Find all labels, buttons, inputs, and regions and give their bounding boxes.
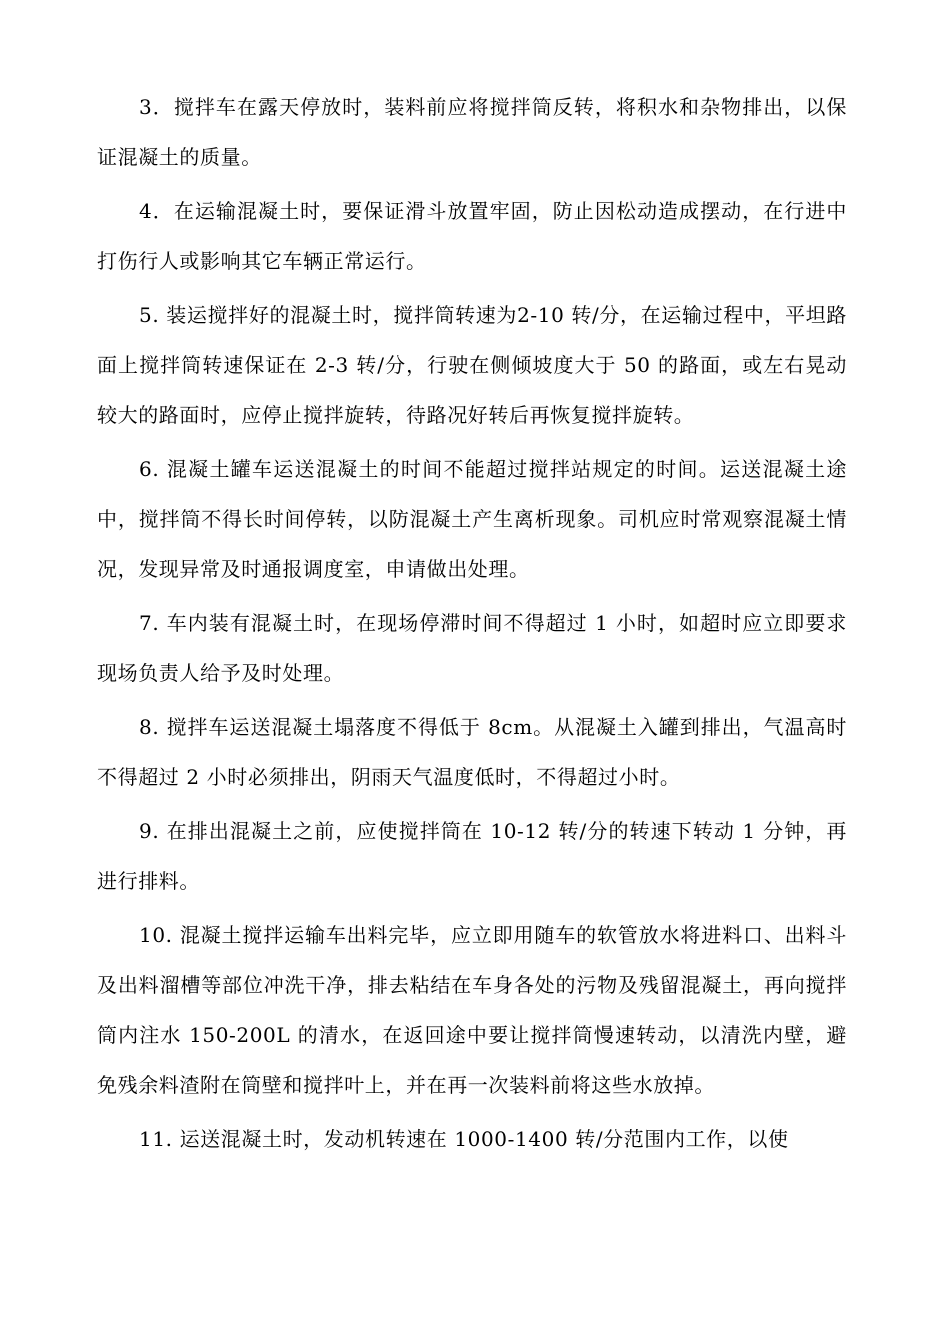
paragraph-item-11: 11. 运送混凝土时，发动机转速在 1000-1400 转/分范围内工作，以使 — [139, 1127, 789, 1151]
paragraph-item-7: 7. 车内装有混凝土时，在现场停滞时间不得超过 1 小时，如超时应立即要求现场负责人给予及时处理。 — [97, 611, 847, 685]
document-body — [97, 82, 847, 1168]
paragraph-item-8: 8. 搅拌车运送混凝土塌落度不得低于 8cm。从混凝土入罐到排出，气温高时不得超过 2 小时必须排出，阴雨天气温度低时，不得超过小时。 — [97, 715, 847, 789]
paragraph-item-3: 3．搅拌车在露天停放时，装料前应将搅拌筒反转，将积水和杂物排出，以保证混凝土的质量。 — [97, 95, 847, 169]
paragraph-item-5: 5. 装运搅拌好的混凝土时，搅拌筒转速为2-10 转/分，在运输过程中，平坦路面上搅拌筒转速保证在 2-3 转/分，行驶在侧倾坡度大于 50 的路面，或左右晃动较大的路面时，应停止搅拌旋转，待路况好转后再恢复搅拌旋转。 — [97, 303, 847, 427]
paragraph-item-4: 4．在运输混凝土时，要保证滑斗放置牢固，防止因松动造成摆动，在行进中打伤行人或影响其它车辆正常运行。 — [97, 199, 847, 273]
paragraph-item-10: 10. 混凝土搅拌运输车出料完毕，应立即用随车的软管放水将进料口、出料斗及出料溜槽等部位冲洗干净，排去粘结在车身各处的污物及残留混凝土，再向搅拌筒内注水 150-200L 的清水，在返回途中要让搅拌筒慢速转动，以清洗内壁，避免残余料渣附在筒壁和搅拌叶上，并在再一次装料前将这些水放掉。 — [97, 923, 847, 1097]
paragraph-item-9: 9. 在排出混凝土之前，应使搅拌筒在 10-12 转/分的转速下转动 1 分钟，再进行排料。 — [97, 819, 847, 893]
paragraph-item-6: 6. 混凝土罐车运送混凝土的时间不能超过搅拌站规定的时间。运送混凝土途中，搅拌筒不得长时间停转，以防混凝土产生离析现象。司机应时常观察混凝土情况，发现异常及时通报调度室，申请做出处理。 — [97, 457, 847, 581]
